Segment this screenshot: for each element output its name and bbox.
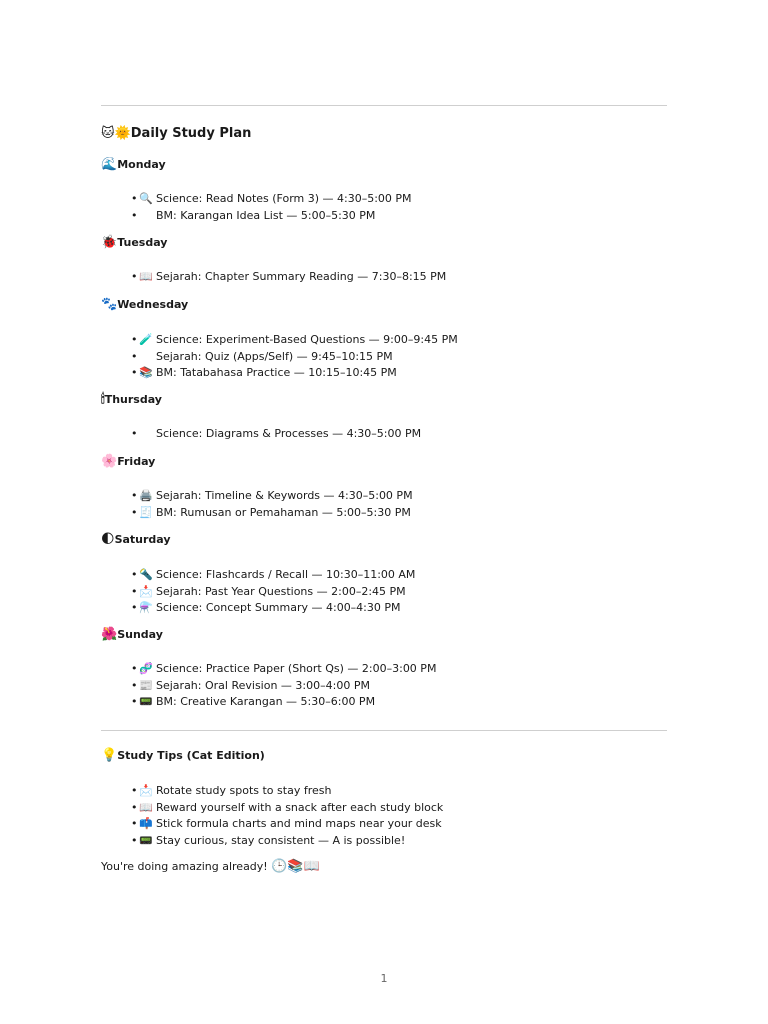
day-heading-monday	[101, 157, 166, 173]
task-text: BM: Rumusan or Pemahaman — 5:00–5:30 PM	[156, 505, 411, 519]
bullet: •	[131, 833, 138, 847]
tips-list	[128, 783, 443, 849]
open-book-icon: 📖	[139, 270, 153, 283]
bullet: •	[131, 695, 138, 708]
day-name: Monday	[117, 158, 166, 171]
section-divider	[101, 730, 667, 731]
task-item	[128, 694, 436, 711]
envelope-arrow-icon: 📩	[139, 784, 153, 797]
page-number: 1	[380, 972, 388, 985]
task-item	[128, 678, 436, 695]
bullet: •	[131, 349, 138, 363]
task-item	[128, 365, 458, 382]
open-book-icon: 📖	[139, 800, 153, 814]
books-icon: 📚	[139, 366, 153, 379]
pager-icon: 📟	[139, 695, 153, 708]
task-item	[128, 584, 415, 601]
task-text: BM: Karangan Idea List — 5:00–5:30 PM	[156, 208, 376, 222]
task-list-tuesday	[128, 269, 446, 286]
task-list-monday	[128, 191, 412, 224]
task-item	[128, 488, 413, 505]
tips-heading	[101, 748, 265, 764]
day-name: Sunday	[117, 628, 163, 641]
task-text: Sejarah: Timeline & Keywords — 4:30–5:00 PM	[156, 489, 413, 502]
test-tube-icon: 🧪	[139, 333, 153, 346]
bullet: •	[131, 333, 138, 346]
bullet: •	[131, 601, 138, 614]
bullet: •	[131, 800, 138, 814]
day-heading-wednesday	[101, 297, 188, 313]
day-name: Wednesday	[117, 298, 189, 311]
day-name: Tuesday	[117, 236, 168, 249]
printer-icon: 🖨️	[139, 489, 153, 502]
bullet: •	[131, 270, 138, 283]
day-heading-saturday	[101, 532, 171, 548]
half-moon-icon: 🌓	[101, 532, 115, 547]
task-text: BM: Tatabahasa Practice — 10:15–10:45 PM	[156, 366, 397, 379]
alembic-icon: ⚗️	[139, 601, 153, 614]
task-item	[128, 505, 413, 522]
paw-prints-icon: 🐾	[101, 297, 118, 312]
bullet: •	[131, 817, 138, 830]
task-text: Sejarah: Past Year Questions — 2:00–2:45 PM	[156, 584, 406, 598]
ladybug-icon: 🐞	[101, 235, 118, 250]
tip-item	[128, 783, 443, 800]
wave-icon: 🌊	[101, 157, 118, 172]
day-heading-friday	[101, 454, 155, 470]
bullet: •	[131, 427, 138, 440]
pager-icon: 📟	[139, 833, 153, 847]
task-item	[128, 349, 458, 366]
task-text: Sejarah: Chapter Summary Reading — 7:30–8:15 PM	[156, 270, 447, 283]
tip-text: Reward yourself with a snack after each study block	[156, 800, 444, 814]
clock-books-icon: 🕒📚📖	[271, 859, 320, 874]
envelope-arrow-icon: 📩	[139, 584, 153, 598]
task-item	[128, 191, 412, 208]
tip-item	[128, 800, 443, 817]
closing-text: You're doing amazing already!	[101, 860, 268, 873]
tip-text: Stay curious, stay consistent — A is possible!	[156, 833, 406, 847]
task-text: Sejarah: Oral Revision — 3:00–4:00 PM	[156, 678, 370, 692]
day-name: Friday	[117, 455, 156, 468]
task-item	[128, 567, 415, 584]
cat-sun-emoji-icon: 🐱🌞	[101, 126, 131, 141]
bullet: •	[131, 366, 138, 379]
bullet: •	[131, 784, 138, 797]
dna-icon: 🧬	[139, 662, 153, 675]
task-item	[128, 332, 458, 349]
bullet: •	[131, 662, 138, 675]
task-list-wednesday	[128, 332, 458, 382]
bullet: •	[131, 568, 138, 581]
task-list-saturday	[128, 567, 415, 617]
bullet: •	[131, 678, 138, 692]
task-text: Science: Diagrams & Processes — 4:30–5:00 PM	[156, 427, 422, 440]
tips-heading-text: Study Tips (Cat Edition)	[117, 749, 265, 762]
hibiscus-icon: 🌺	[101, 627, 118, 642]
day-name: Saturday	[114, 533, 171, 546]
receipt-icon: 🧾	[139, 505, 153, 519]
mailbox-icon: 📫	[139, 817, 153, 830]
task-text: Science: Read Notes (Form 3) — 4:30–5:00 PM	[156, 192, 412, 205]
light-bulb-icon: 💡	[101, 748, 118, 763]
bullet: •	[131, 208, 138, 222]
task-text: Sejarah: Quiz (Apps/Self) — 9:45–10:15 PM	[156, 349, 393, 363]
page-title	[101, 124, 251, 144]
tip-item	[128, 833, 443, 850]
task-item	[128, 208, 412, 225]
task-text: Science: Practice Paper (Short Qs) — 2:00–3:00 PM	[156, 662, 437, 675]
bullet: •	[131, 584, 138, 598]
bullet: •	[131, 505, 138, 519]
task-item	[128, 426, 421, 443]
task-item	[128, 661, 436, 678]
task-list-thursday	[128, 426, 421, 443]
day-heading-thursday	[101, 392, 162, 408]
bullet: •	[131, 489, 138, 502]
top-divider	[101, 105, 667, 106]
task-item	[128, 600, 415, 617]
task-text: Science: Experiment-Based Questions — 9:00–9:45 PM	[156, 333, 458, 346]
candle-icon: 🕯	[101, 392, 105, 407]
closing-message	[101, 859, 320, 875]
day-heading-sunday	[101, 627, 163, 643]
tip-item	[128, 816, 443, 833]
task-list-sunday	[128, 661, 436, 711]
day-name: Thursday	[104, 393, 162, 406]
flashlight-icon: 🔦	[139, 568, 153, 581]
task-text: Science: Concept Summary — 4:00–4:30 PM	[156, 601, 401, 614]
magnifier-icon: 🔍	[139, 192, 153, 205]
bullet: •	[131, 192, 138, 205]
task-text: BM: Creative Karangan — 5:30–6:00 PM	[156, 695, 376, 708]
newspaper-icon: 📰	[139, 678, 153, 692]
task-list-friday	[128, 488, 413, 521]
tip-text: Stick formula charts and mind maps near your desk	[156, 817, 442, 830]
day-heading-tuesday	[101, 235, 167, 251]
cherry-blossom-icon: 🌸	[101, 454, 118, 469]
task-item	[128, 269, 446, 286]
tip-text: Rotate study spots to stay fresh	[156, 784, 332, 797]
task-text: Science: Flashcards / Recall — 10:30–11:00 AM	[156, 568, 416, 581]
page-title-text: Daily Study Plan	[130, 126, 252, 141]
